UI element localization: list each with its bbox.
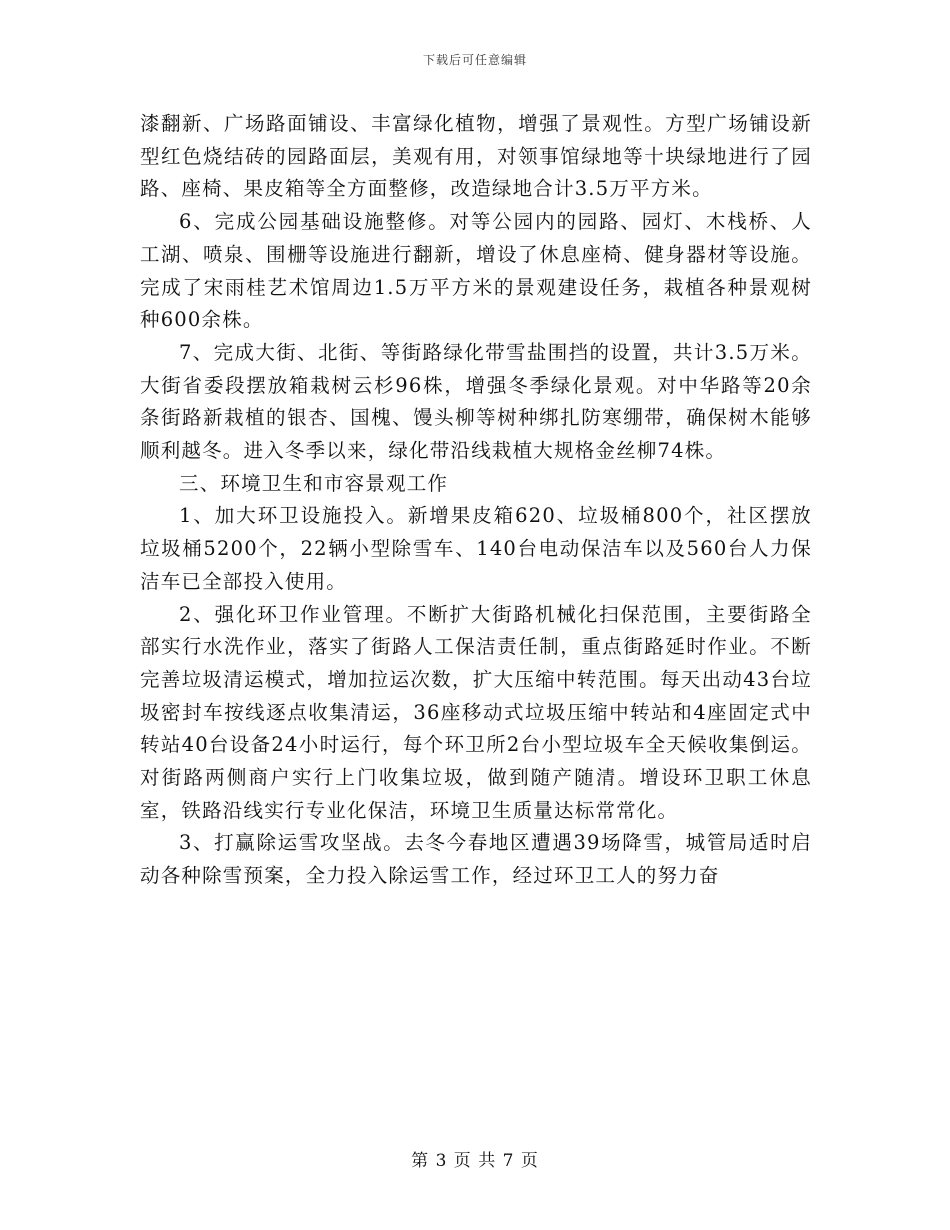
page-number-footer: 第 3 页 共 7 页	[411, 1151, 539, 1171]
paragraph-item-6-park-facilities: 6、完成公园基础设施整修。对等公园内的园路、园灯、木栈桥、人工湖、喷泉、围栅等设施进行翻新，增设了休息座椅、健身器材等设施。完成了宋雨桂艺术馆周边1.5万平方米的景观建设任务，栽植各种景观树种600余株。	[140, 210, 812, 332]
document-body	[140, 108, 812, 893]
paragraph-item-2-sanitation-management: 2、强化环卫作业管理。不断扩大街路机械化扫保范围，主要街路全部实行水洗作业，落实了街路人工保洁责任制，重点街路延时作业。不断完善垃圾清运模式，增加拉运次数，扩大压缩中转范围。每天出动43台垃圾密封车按线逐点收集清运，36座移动式垃圾压缩中转站和4座固定式中转站40台设备24小时运行，每个环卫所2台小型垃圾车全天候收集倒运。对街路两侧商户实行上门收集垃圾，做到随产随清。增设环卫职工休息室，铁路沿线实行专业化保洁，环境卫生质量达标常常化。	[140, 602, 812, 822]
paragraph-continuation: 漆翻新、广场路面铺设、丰富绿化植物，增强了景观性。方型广场铺设新型红色烧结砖的园路面层，美观有用，对领事馆绿地等十块绿地进行了园路、座椅、果皮箱等全方面整修，改造绿地合计3.5万平方米。	[140, 112, 812, 201]
page-header-note: 下载后可任意编辑	[422, 53, 527, 67]
section-heading-sanitation: 三、环境卫生和市容景观工作	[179, 471, 449, 495]
paragraph-item-1-sanitation-facilities: 1、加大环卫设施投入。新增果皮箱620、垃圾桶800个，社区摆放垃圾桶5200个，22辆小型除雪车、140台电动保洁车以及560台人力保洁车已全部投入使用。	[140, 504, 812, 593]
paragraph-item-3-snow-removal: 3、打赢除运雪攻坚战。去冬今春地区遭遇39场降雪，城管局适时启动各种除雪预案，全力投入除运雪工作，经过环卫工人的努力奋	[140, 831, 812, 888]
paragraph-item-7-snow-salt-barriers: 7、完成大街、北街、等街路绿化带雪盐围挡的设置，共计3.5万米。大街省委段摆放箱栽树云杉96株，增强冬季绿化景观。对中华路等20余条街路新栽植的银杏、国槐、馒头柳等树种绑扎防寒绷带，确保树木能够顺利越冬。进入冬季以来，绿化带沿线栽植大规格金丝柳74株。	[140, 340, 812, 463]
